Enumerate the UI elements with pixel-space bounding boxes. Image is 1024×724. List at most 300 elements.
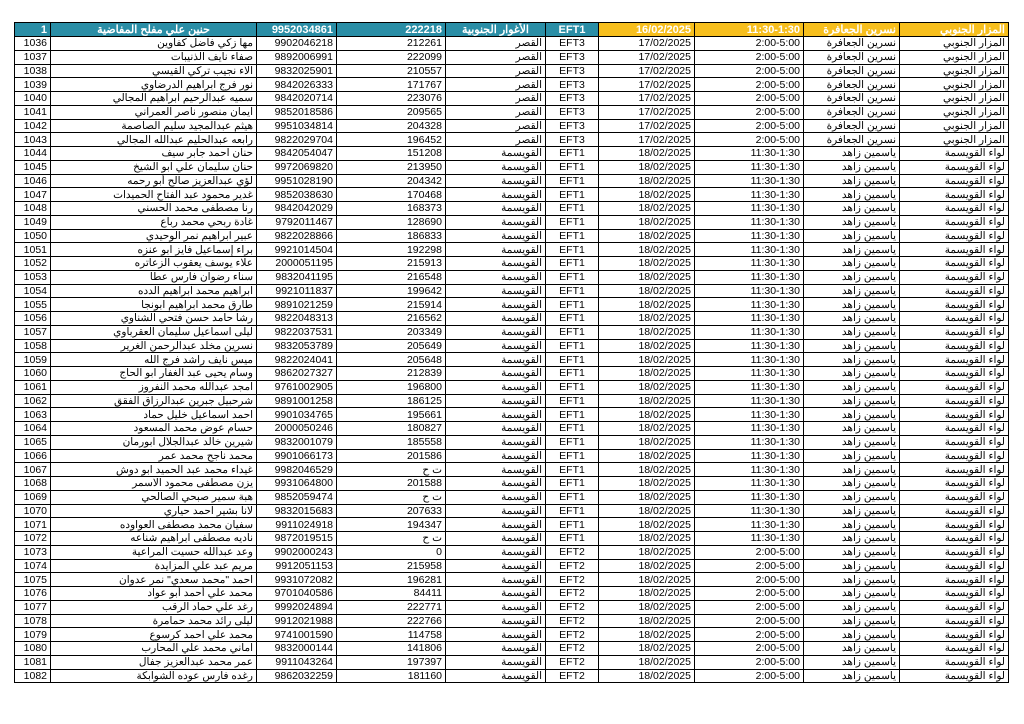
cell-code[interactable]: 151208 bbox=[337, 147, 446, 161]
cell-time[interactable]: 2:00-5:00 bbox=[695, 600, 804, 614]
cell-time[interactable]: 11:30-1:30 bbox=[695, 284, 804, 298]
cell-id[interactable]: 1046 bbox=[15, 174, 51, 188]
cell-employee[interactable]: نسرين الجعافرة bbox=[804, 37, 900, 51]
cell-id[interactable]: 1075 bbox=[15, 573, 51, 587]
cell-id[interactable]: 1069 bbox=[15, 490, 51, 504]
cell-phone[interactable]: 9902000243 bbox=[257, 545, 337, 559]
cell-date[interactable]: 18/02/2025 bbox=[599, 298, 695, 312]
cell-code[interactable]: 84411 bbox=[337, 587, 446, 601]
cell-employee[interactable]: ياسمين زاهد bbox=[804, 243, 900, 257]
cell-area[interactable]: لواء القويسمة bbox=[900, 669, 1009, 683]
cell-region[interactable]: القويسمة bbox=[446, 229, 546, 243]
cell-id[interactable]: 1063 bbox=[15, 408, 51, 422]
cell-name[interactable]: حنان سليمان علي ابو الشيخ bbox=[51, 160, 257, 174]
cell-time[interactable]: 11:30-1:30 bbox=[695, 435, 804, 449]
cell-time[interactable]: 11:30-1:30 bbox=[695, 174, 804, 188]
cell-area[interactable]: لواء القويسمة bbox=[900, 545, 1009, 559]
cell-date[interactable]: 18/02/2025 bbox=[599, 518, 695, 532]
cell-phone[interactable]: 2000050246 bbox=[257, 422, 337, 436]
cell-name[interactable]: غادة ربحي محمد رباع bbox=[51, 215, 257, 229]
cell-region[interactable]: القويسمة bbox=[446, 215, 546, 229]
cell-name[interactable]: وعد عبدالله حسيت المراعية bbox=[51, 545, 257, 559]
cell-phone[interactable]: 9901066173 bbox=[257, 449, 337, 463]
cell-code[interactable]: 204328 bbox=[337, 119, 446, 133]
cell-area[interactable]: المزار الجنوبي bbox=[900, 105, 1009, 119]
cell-region[interactable]: القويسمة bbox=[446, 600, 546, 614]
cell-name[interactable]: رغد علي حماد الرقب bbox=[51, 600, 257, 614]
header-region[interactable]: الأغوار الجنوبية bbox=[446, 23, 546, 37]
cell-name[interactable]: نور فرج ابراهيم الدرضاوي bbox=[51, 78, 257, 92]
cell-date[interactable]: 18/02/2025 bbox=[599, 628, 695, 642]
cell-code[interactable]: 128690 bbox=[337, 215, 446, 229]
cell-eft[interactable]: EFT1 bbox=[546, 174, 599, 188]
cell-date[interactable]: 18/02/2025 bbox=[599, 573, 695, 587]
cell-time[interactable]: 11:30-1:30 bbox=[695, 325, 804, 339]
cell-time[interactable]: 2:00-5:00 bbox=[695, 92, 804, 106]
cell-code[interactable]: 212839 bbox=[337, 367, 446, 381]
cell-time[interactable]: 11:30-1:30 bbox=[695, 532, 804, 546]
cell-time[interactable]: 11:30-1:30 bbox=[695, 215, 804, 229]
cell-area[interactable]: لواء القويسمة bbox=[900, 174, 1009, 188]
cell-id[interactable]: 1070 bbox=[15, 504, 51, 518]
cell-eft[interactable]: EFT2 bbox=[546, 628, 599, 642]
cell-eft[interactable]: EFT1 bbox=[546, 270, 599, 284]
cell-time[interactable]: 11:30-1:30 bbox=[695, 229, 804, 243]
cell-code[interactable]: 197397 bbox=[337, 655, 446, 669]
cell-id[interactable]: 1047 bbox=[15, 188, 51, 202]
cell-id[interactable]: 1061 bbox=[15, 380, 51, 394]
cell-area[interactable]: المزار الجنوبي bbox=[900, 37, 1009, 51]
cell-name[interactable]: شيرين خالد عبدالجلال ابورمان bbox=[51, 435, 257, 449]
header-area[interactable]: المزار الجنوبي bbox=[900, 23, 1009, 37]
cell-date[interactable]: 18/02/2025 bbox=[599, 587, 695, 601]
cell-employee[interactable]: ياسمين زاهد bbox=[804, 642, 900, 656]
cell-id[interactable]: 1066 bbox=[15, 449, 51, 463]
cell-code[interactable]: 203349 bbox=[337, 325, 446, 339]
cell-employee[interactable]: ياسمين زاهد bbox=[804, 312, 900, 326]
cell-employee[interactable]: ياسمين زاهد bbox=[804, 655, 900, 669]
cell-id[interactable]: 1042 bbox=[15, 119, 51, 133]
cell-area[interactable]: لواء القويسمة bbox=[900, 312, 1009, 326]
cell-employee[interactable]: ياسمين زاهد bbox=[804, 422, 900, 436]
cell-id[interactable]: 1051 bbox=[15, 243, 51, 257]
cell-eft[interactable]: EFT1 bbox=[546, 463, 599, 477]
cell-eft[interactable]: EFT2 bbox=[546, 559, 599, 573]
cell-employee[interactable]: ياسمين زاهد bbox=[804, 449, 900, 463]
cell-date[interactable]: 17/02/2025 bbox=[599, 119, 695, 133]
cell-id[interactable]: 1079 bbox=[15, 628, 51, 642]
cell-phone[interactable]: 9982046529 bbox=[257, 463, 337, 477]
cell-phone[interactable]: 9951034814 bbox=[257, 119, 337, 133]
cell-id[interactable]: 1041 bbox=[15, 105, 51, 119]
cell-code[interactable]: ت ح bbox=[337, 463, 446, 477]
cell-code[interactable]: 215958 bbox=[337, 559, 446, 573]
cell-code[interactable]: 222766 bbox=[337, 614, 446, 628]
cell-area[interactable]: لواء القويسمة bbox=[900, 367, 1009, 381]
cell-name[interactable]: حنان احمد جابر سيف bbox=[51, 147, 257, 161]
cell-phone[interactable]: 9921011837 bbox=[257, 284, 337, 298]
cell-region[interactable]: القصر bbox=[446, 133, 546, 147]
cell-eft[interactable]: EFT1 bbox=[546, 312, 599, 326]
cell-name[interactable]: يزن مصطفى محمود الاسمر bbox=[51, 477, 257, 491]
cell-name[interactable]: مريم عبد علي المزايدة bbox=[51, 559, 257, 573]
cell-phone[interactable]: 9852059474 bbox=[257, 490, 337, 504]
cell-region[interactable]: القويسمة bbox=[446, 532, 546, 546]
cell-time[interactable]: 11:30-1:30 bbox=[695, 380, 804, 394]
cell-id[interactable]: 1055 bbox=[15, 298, 51, 312]
cell-phone[interactable]: 9832053789 bbox=[257, 339, 337, 353]
cell-employee[interactable]: ياسمين زاهد bbox=[804, 435, 900, 449]
cell-code[interactable]: 141806 bbox=[337, 642, 446, 656]
cell-eft[interactable]: EFT1 bbox=[546, 380, 599, 394]
cell-id[interactable]: 1036 bbox=[15, 37, 51, 51]
cell-id[interactable]: 1058 bbox=[15, 339, 51, 353]
cell-area[interactable]: لواء القويسمة bbox=[900, 642, 1009, 656]
cell-phone[interactable]: 9862032259 bbox=[257, 669, 337, 683]
cell-time[interactable]: 2:00-5:00 bbox=[695, 78, 804, 92]
cell-name[interactable]: لانا بشير احمد حياري bbox=[51, 504, 257, 518]
cell-region[interactable]: القويسمة bbox=[446, 188, 546, 202]
cell-eft[interactable]: EFT2 bbox=[546, 655, 599, 669]
cell-eft[interactable]: EFT1 bbox=[546, 215, 599, 229]
cell-region[interactable]: القصر bbox=[446, 50, 546, 64]
cell-phone[interactable]: 9842020714 bbox=[257, 92, 337, 106]
cell-date[interactable]: 18/02/2025 bbox=[599, 284, 695, 298]
cell-date[interactable]: 18/02/2025 bbox=[599, 380, 695, 394]
cell-name[interactable]: احمد اسماعيل خليل حماد bbox=[51, 408, 257, 422]
cell-area[interactable]: لواء القويسمة bbox=[900, 243, 1009, 257]
cell-eft[interactable]: EFT1 bbox=[546, 229, 599, 243]
cell-time[interactable]: 2:00-5:00 bbox=[695, 119, 804, 133]
cell-region[interactable]: القويسمة bbox=[446, 449, 546, 463]
cell-employee[interactable]: ياسمين زاهد bbox=[804, 463, 900, 477]
cell-phone[interactable]: 9912051153 bbox=[257, 559, 337, 573]
cell-date[interactable]: 18/02/2025 bbox=[599, 394, 695, 408]
cell-area[interactable]: لواء القويسمة bbox=[900, 202, 1009, 216]
cell-employee[interactable]: ياسمين زاهد bbox=[804, 215, 900, 229]
cell-phone[interactable]: 9931064800 bbox=[257, 477, 337, 491]
cell-region[interactable]: القويسمة bbox=[446, 325, 546, 339]
cell-area[interactable]: لواء القويسمة bbox=[900, 215, 1009, 229]
cell-code[interactable]: 205649 bbox=[337, 339, 446, 353]
cell-code[interactable]: 222099 bbox=[337, 50, 446, 64]
cell-area[interactable]: لواء القويسمة bbox=[900, 490, 1009, 504]
cell-code[interactable]: 212261 bbox=[337, 37, 446, 51]
cell-id[interactable]: 1038 bbox=[15, 64, 51, 78]
cell-phone[interactable]: 9891001258 bbox=[257, 394, 337, 408]
cell-date[interactable]: 18/02/2025 bbox=[599, 174, 695, 188]
cell-area[interactable]: لواء القويسمة bbox=[900, 518, 1009, 532]
cell-eft[interactable]: EFT3 bbox=[546, 119, 599, 133]
cell-eft[interactable]: EFT2 bbox=[546, 600, 599, 614]
cell-eft[interactable]: EFT1 bbox=[546, 477, 599, 491]
cell-code[interactable]: 185558 bbox=[337, 435, 446, 449]
cell-region[interactable]: القويسمة bbox=[446, 655, 546, 669]
cell-code[interactable]: 180827 bbox=[337, 422, 446, 436]
cell-eft[interactable]: EFT2 bbox=[546, 642, 599, 656]
cell-id[interactable]: 1080 bbox=[15, 642, 51, 656]
cell-area[interactable]: لواء القويسمة bbox=[900, 435, 1009, 449]
cell-region[interactable]: القويسمة bbox=[446, 270, 546, 284]
cell-area[interactable]: لواء القويسمة bbox=[900, 587, 1009, 601]
cell-area[interactable]: لواء القويسمة bbox=[900, 188, 1009, 202]
cell-id[interactable]: 1067 bbox=[15, 463, 51, 477]
cell-eft[interactable]: EFT3 bbox=[546, 78, 599, 92]
cell-time[interactable]: 2:00-5:00 bbox=[695, 669, 804, 683]
cell-name[interactable]: ليلى اسماعيل سليمان العقرباوي bbox=[51, 325, 257, 339]
cell-phone[interactable]: 9872019515 bbox=[257, 532, 337, 546]
cell-phone[interactable]: 9891021259 bbox=[257, 298, 337, 312]
cell-eft[interactable]: EFT1 bbox=[546, 435, 599, 449]
cell-phone[interactable]: 9931072082 bbox=[257, 573, 337, 587]
cell-name[interactable]: وسام يحيى عبد الغفار ابو الحاج bbox=[51, 367, 257, 381]
cell-name[interactable]: ميس نايف راشد فرج الله bbox=[51, 353, 257, 367]
cell-region[interactable]: القويسمة bbox=[446, 435, 546, 449]
cell-employee[interactable]: نسرين الجعافرة bbox=[804, 119, 900, 133]
cell-id[interactable]: 1037 bbox=[15, 50, 51, 64]
cell-eft[interactable]: EFT1 bbox=[546, 325, 599, 339]
cell-id[interactable]: 1053 bbox=[15, 270, 51, 284]
cell-employee[interactable]: ياسمين زاهد bbox=[804, 160, 900, 174]
cell-time[interactable]: 11:30-1:30 bbox=[695, 270, 804, 284]
cell-eft[interactable]: EFT1 bbox=[546, 298, 599, 312]
cell-date[interactable]: 17/02/2025 bbox=[599, 78, 695, 92]
cell-name[interactable]: محمد علي احمد كرسوع bbox=[51, 628, 257, 642]
cell-region[interactable]: القويسمة bbox=[446, 587, 546, 601]
cell-area[interactable]: لواء القويسمة bbox=[900, 463, 1009, 477]
cell-phone[interactable]: 9902046218 bbox=[257, 37, 337, 51]
cell-employee[interactable]: ياسمين زاهد bbox=[804, 518, 900, 532]
cell-name[interactable]: نسرين مخلد عبدالرحمن الغرير bbox=[51, 339, 257, 353]
cell-phone[interactable]: 9792011467 bbox=[257, 215, 337, 229]
cell-time[interactable]: 11:30-1:30 bbox=[695, 160, 804, 174]
cell-time[interactable]: 2:00-5:00 bbox=[695, 573, 804, 587]
cell-region[interactable]: القصر bbox=[446, 119, 546, 133]
cell-code[interactable]: 223076 bbox=[337, 92, 446, 106]
cell-date[interactable]: 18/02/2025 bbox=[599, 147, 695, 161]
cell-code[interactable]: 222771 bbox=[337, 600, 446, 614]
cell-eft[interactable]: EFT1 bbox=[546, 518, 599, 532]
cell-id[interactable]: 1065 bbox=[15, 435, 51, 449]
cell-code[interactable]: 201588 bbox=[337, 477, 446, 491]
cell-name[interactable]: رغده فارس عوده الشوابكة bbox=[51, 669, 257, 683]
cell-eft[interactable]: EFT2 bbox=[546, 587, 599, 601]
header-phone[interactable]: 9952034861 bbox=[257, 23, 337, 37]
cell-region[interactable]: القويسمة bbox=[446, 559, 546, 573]
cell-id[interactable]: 1045 bbox=[15, 160, 51, 174]
cell-eft[interactable]: EFT3 bbox=[546, 105, 599, 119]
cell-time[interactable]: 11:30-1:30 bbox=[695, 202, 804, 216]
cell-employee[interactable]: ياسمين زاهد bbox=[804, 490, 900, 504]
cell-code[interactable]: 215913 bbox=[337, 257, 446, 271]
cell-area[interactable]: لواء القويسمة bbox=[900, 298, 1009, 312]
cell-name[interactable]: ليلى رائد محمد حمامرة bbox=[51, 614, 257, 628]
cell-area[interactable]: لواء القويسمة bbox=[900, 270, 1009, 284]
cell-employee[interactable]: ياسمين زاهد bbox=[804, 669, 900, 683]
cell-region[interactable]: القويسمة bbox=[446, 463, 546, 477]
cell-area[interactable]: لواء القويسمة bbox=[900, 339, 1009, 353]
cell-code[interactable]: 215914 bbox=[337, 298, 446, 312]
cell-eft[interactable]: EFT1 bbox=[546, 490, 599, 504]
cell-id[interactable]: 1062 bbox=[15, 394, 51, 408]
cell-employee[interactable]: ياسمين زاهد bbox=[804, 229, 900, 243]
cell-time[interactable]: 2:00-5:00 bbox=[695, 655, 804, 669]
cell-id[interactable]: 1081 bbox=[15, 655, 51, 669]
cell-employee[interactable]: ياسمين زاهد bbox=[804, 614, 900, 628]
cell-area[interactable]: لواء القويسمة bbox=[900, 257, 1009, 271]
cell-code[interactable]: 196452 bbox=[337, 133, 446, 147]
cell-employee[interactable]: ياسمين زاهد bbox=[804, 339, 900, 353]
cell-code[interactable]: 213950 bbox=[337, 160, 446, 174]
cell-name[interactable]: صفاء نايف الذنيبات bbox=[51, 50, 257, 64]
cell-time[interactable]: 11:30-1:30 bbox=[695, 490, 804, 504]
cell-code[interactable]: 199642 bbox=[337, 284, 446, 298]
cell-area[interactable]: لواء القويسمة bbox=[900, 449, 1009, 463]
cell-area[interactable]: لواء القويسمة bbox=[900, 353, 1009, 367]
cell-eft[interactable]: EFT1 bbox=[546, 353, 599, 367]
cell-time[interactable]: 11:30-1:30 bbox=[695, 367, 804, 381]
cell-area[interactable]: لواء القويسمة bbox=[900, 504, 1009, 518]
cell-phone[interactable]: 9992024894 bbox=[257, 600, 337, 614]
cell-phone[interactable]: 9911024918 bbox=[257, 518, 337, 532]
cell-date[interactable]: 17/02/2025 bbox=[599, 64, 695, 78]
cell-eft[interactable]: EFT3 bbox=[546, 50, 599, 64]
cell-id[interactable]: 1057 bbox=[15, 325, 51, 339]
cell-date[interactable]: 18/02/2025 bbox=[599, 449, 695, 463]
cell-phone[interactable]: 9921014504 bbox=[257, 243, 337, 257]
cell-id[interactable]: 1056 bbox=[15, 312, 51, 326]
cell-code[interactable]: 168373 bbox=[337, 202, 446, 216]
cell-id[interactable]: 1054 bbox=[15, 284, 51, 298]
cell-time[interactable]: 2:00-5:00 bbox=[695, 587, 804, 601]
cell-name[interactable]: رشا حامد حسن فتحي الشناوي bbox=[51, 312, 257, 326]
header-code[interactable]: 222218 bbox=[337, 23, 446, 37]
cell-name[interactable]: امجد عبدالله محمد النفروز bbox=[51, 380, 257, 394]
cell-region[interactable]: القصر bbox=[446, 78, 546, 92]
cell-employee[interactable]: نسرين الجعافرة bbox=[804, 64, 900, 78]
cell-eft[interactable]: EFT1 bbox=[546, 394, 599, 408]
cell-date[interactable]: 18/02/2025 bbox=[599, 559, 695, 573]
cell-eft[interactable]: EFT1 bbox=[546, 422, 599, 436]
header-eft[interactable]: EFT1 bbox=[546, 23, 599, 37]
cell-employee[interactable]: ياسمين زاهد bbox=[804, 188, 900, 202]
cell-phone[interactable]: 9701040586 bbox=[257, 587, 337, 601]
cell-area[interactable]: لواء القويسمة bbox=[900, 229, 1009, 243]
cell-id[interactable]: 1078 bbox=[15, 614, 51, 628]
cell-code[interactable]: 204342 bbox=[337, 174, 446, 188]
cell-region[interactable]: القويسمة bbox=[446, 669, 546, 683]
cell-code[interactable]: 0 bbox=[337, 545, 446, 559]
cell-name[interactable]: حسام عوض محمد المسعود bbox=[51, 422, 257, 436]
cell-time[interactable]: 2:00-5:00 bbox=[695, 37, 804, 51]
cell-name[interactable]: مها زكي فاضل كفاوين bbox=[51, 37, 257, 51]
cell-name[interactable]: ناديه مصطفى ابراهيم شناعه bbox=[51, 532, 257, 546]
cell-time[interactable]: 2:00-5:00 bbox=[695, 50, 804, 64]
cell-code[interactable]: 196281 bbox=[337, 573, 446, 587]
cell-id[interactable]: 1071 bbox=[15, 518, 51, 532]
cell-id[interactable]: 1040 bbox=[15, 92, 51, 106]
cell-employee[interactable]: ياسمين زاهد bbox=[804, 257, 900, 271]
cell-id[interactable]: 1072 bbox=[15, 532, 51, 546]
cell-name[interactable]: رنا مصطفى محمد الحسني bbox=[51, 202, 257, 216]
cell-name[interactable]: طارق محمد ابراهيم ابونجا bbox=[51, 298, 257, 312]
cell-code[interactable]: ت ح bbox=[337, 490, 446, 504]
cell-name[interactable]: لؤي عبدالعزيز صالح أبو رحمه bbox=[51, 174, 257, 188]
cell-employee[interactable]: نسرين الجعافرة bbox=[804, 92, 900, 106]
cell-employee[interactable]: ياسمين زاهد bbox=[804, 298, 900, 312]
cell-time[interactable]: 11:30-1:30 bbox=[695, 298, 804, 312]
cell-time[interactable]: 2:00-5:00 bbox=[695, 642, 804, 656]
cell-name[interactable]: غدير محمود عبد الفتاح الحميدات bbox=[51, 188, 257, 202]
cell-name[interactable]: محمد ناجح محمد عمر bbox=[51, 449, 257, 463]
cell-phone[interactable]: 2000051195 bbox=[257, 257, 337, 271]
cell-area[interactable]: لواء القويسمة bbox=[900, 600, 1009, 614]
cell-area[interactable]: لواء القويسمة bbox=[900, 477, 1009, 491]
cell-time[interactable]: 2:00-5:00 bbox=[695, 105, 804, 119]
cell-employee[interactable]: ياسمين زاهد bbox=[804, 380, 900, 394]
header-date[interactable]: 16/02/2025 bbox=[599, 23, 695, 37]
cell-region[interactable]: القويسمة bbox=[446, 614, 546, 628]
cell-name[interactable]: علاء يوسف يعقوب الزعاتره bbox=[51, 257, 257, 271]
cell-date[interactable]: 17/02/2025 bbox=[599, 37, 695, 51]
cell-date[interactable]: 18/02/2025 bbox=[599, 477, 695, 491]
cell-employee[interactable]: ياسمين زاهد bbox=[804, 325, 900, 339]
cell-date[interactable]: 18/02/2025 bbox=[599, 243, 695, 257]
cell-code[interactable]: 195661 bbox=[337, 408, 446, 422]
cell-area[interactable]: لواء القويسمة bbox=[900, 655, 1009, 669]
cell-code[interactable]: 186833 bbox=[337, 229, 446, 243]
cell-area[interactable]: لواء القويسمة bbox=[900, 559, 1009, 573]
cell-area[interactable]: المزار الجنوبي bbox=[900, 92, 1009, 106]
cell-id[interactable]: 1052 bbox=[15, 257, 51, 271]
cell-code[interactable]: 207633 bbox=[337, 504, 446, 518]
cell-eft[interactable]: EFT1 bbox=[546, 284, 599, 298]
cell-date[interactable]: 18/02/2025 bbox=[599, 339, 695, 353]
cell-phone[interactable]: 9822037531 bbox=[257, 325, 337, 339]
cell-eft[interactable]: EFT3 bbox=[546, 37, 599, 51]
cell-area[interactable]: لواء القويسمة bbox=[900, 408, 1009, 422]
cell-time[interactable]: 11:30-1:30 bbox=[695, 353, 804, 367]
cell-eft[interactable]: EFT2 bbox=[546, 669, 599, 683]
cell-code[interactable]: 192298 bbox=[337, 243, 446, 257]
cell-id[interactable]: 1068 bbox=[15, 477, 51, 491]
cell-code[interactable]: 216548 bbox=[337, 270, 446, 284]
cell-date[interactable]: 18/02/2025 bbox=[599, 614, 695, 628]
cell-region[interactable]: القويسمة bbox=[446, 380, 546, 394]
cell-area[interactable]: المزار الجنوبي bbox=[900, 64, 1009, 78]
cell-area[interactable]: المزار الجنوبي bbox=[900, 133, 1009, 147]
cell-phone[interactable]: 9842042029 bbox=[257, 202, 337, 216]
cell-name[interactable]: سميه عبدالرحيم ابراهيم المجالي bbox=[51, 92, 257, 106]
cell-area[interactable]: لواء القويسمة bbox=[900, 614, 1009, 628]
cell-date[interactable]: 18/02/2025 bbox=[599, 257, 695, 271]
cell-region[interactable]: القويسمة bbox=[446, 312, 546, 326]
cell-name[interactable]: ابراهيم محمد ابراهيم الدده bbox=[51, 284, 257, 298]
cell-date[interactable]: 18/02/2025 bbox=[599, 545, 695, 559]
cell-code[interactable]: ت ح bbox=[337, 532, 446, 546]
cell-eft[interactable]: EFT1 bbox=[546, 160, 599, 174]
cell-time[interactable]: 11:30-1:30 bbox=[695, 188, 804, 202]
cell-area[interactable]: لواء القويسمة bbox=[900, 628, 1009, 642]
cell-date[interactable]: 18/02/2025 bbox=[599, 229, 695, 243]
cell-phone[interactable]: 9822024041 bbox=[257, 353, 337, 367]
cell-date[interactable]: 18/02/2025 bbox=[599, 669, 695, 683]
cell-id[interactable]: 1043 bbox=[15, 133, 51, 147]
cell-time[interactable]: 2:00-5:00 bbox=[695, 559, 804, 573]
cell-name[interactable]: هيثم عبدالمجيد سليم الصاصمة bbox=[51, 119, 257, 133]
cell-name[interactable]: رابعه عبدالحليم عبدالله المجالي bbox=[51, 133, 257, 147]
cell-id[interactable]: 1059 bbox=[15, 353, 51, 367]
